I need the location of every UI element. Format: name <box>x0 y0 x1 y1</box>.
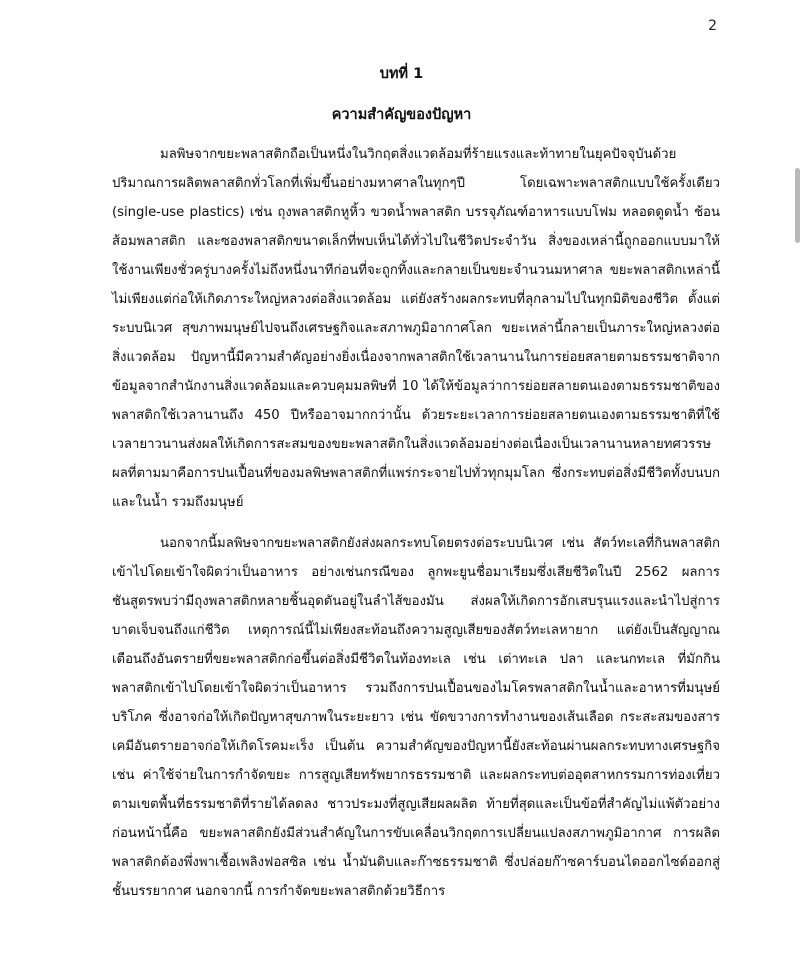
chapter-heading: บทที่ 1 <box>379 66 424 82</box>
body-paragraph-2: นอกจากนี้มลพิษจากขยะพลาสติกยังส่งผลกระทบโดยตรงต่อระบบนิเวศ เช่น สัตว์ทะเลที่กินพลาสติกเข้าไปโดยเข้าใจผิดว่าเป็นอาหาร อย่างเช่นกรณีของ ลูกพะยูนชื่อมาเรียมซึ่งเสียชีวิตในปี 2562 ผลการชันสูตรพบว่ามีถุงพลาสติกหลายชิ้นอุดตันอยู่ในลำไส้ของมัน ส่งผลให้เกิดการอักเสบรุนแรงและนำไปสู่การบาดเจ็บจนถึงแก่ชีวิต เหตุการณ์นี้ไม่เพียงสะท้อนถึงความสูญเสียของสัตว์ทะเลหายาก แต่ยังเป็นสัญญาณเตือนถึงอันตรายที่ขยะพลาสติกก่อขึ้นต่อสิ่งมีชีวิตในท้องทะเล เช่น เต่าทะเล ปลา และนกทะเล ที่มักกินพลาสติกเข้าไปโดยเข้าใจผิดว่าเป็นอาหาร รวมถึงการปนเปื้อนของไมโครพลาสติกในน้ำและอาหารที่มนุษย์บริโภค ซึ่งอาจก่อให้เกิดปัญหาสุขภาพในระยะยาว เช่น ขัดขวางการทำงานของเส้นเลือด กระสะสมของสารเคมีอันตรายอาจก่อให้เกิดโรคมะเร็ง เป็นต้น ความสำคัญของปัญหานี้ยังสะท้อนผ่านผลกระทบทางเศรษฐกิจ เช่น ค่าใช้จ่ายในการกำจัดขยะ การสูญเสียทรัพยากรธรรมชาติ และผลกระทบต่ออุตสาหกรรมการท่องเที่ยวตามเขตพื้นที่ธรรมชาติที่รายได้ลดลง ชาวประมงที่สูญเสียผลผลิต ท้ายที่สุดและเป็นข้อที่สำคัญไม่แพ้ตัวอย่างก่อนหน้านี้คือ ขยะพลาสติกยังมีส่วนสำคัญในการขับเคลื่อนวิกฤตการเปลี่ยนแปลงสภาพภูมิอากาศ การผลิตพลาสติกต้องพึ่งพาเชื้อเพลิงฟอสซิล เช่น น้ำมันดิบและก๊าซธรรมชาติ ซึ่งปล่อยก๊าซคาร์บอนไดออกไซด์ออกสู่ชั้นบรรยากาศ นอกจากนี้ การกำจัดขยะพลาสติกด้วยวิธีการ <box>112 536 720 899</box>
body-paragraph-1: มลพิษจากขยะพลาสติกถือเป็นหนึ่งในวิกฤตสิ่งแวดล้อมที่ร้ายแรงและท้าทายในยุคปัจจุบันด้วยปริมาณการผลิตพลาสติกทั่วโลกที่เพิ่มขึ้นอย่างมหาศาลในทุกๆปี โดยเฉพาะพลาสติกแบบใช้ครั้งเดียว (single-use plastics) เช่น ถุงพลาสติกหูหิ้ว ขวดน้ำพลาสติก บรรจุภัณฑ์อาหารแบบโฟม หลอดดูดน้ำ ช้อนส้อมพลาสติก และซองพลาสติกขนาดเล็กที่พบเห็นได้ทั่วไปในชีวิตประจำวัน สิ่งของเหล่านี้ถูกออกแบบมาให้ใช้งานเพียงชั่วครู่บางครั้งไม่ถึงหนึ่งนาทีก่อนที่จะถูกทิ้งและกลายเป็นขยะจำนวนมหาศาล ขยะพลาสติกเหล่านี้ไม่เพียงแต่ก่อให้เกิดภาระใหญ่หลวงต่อสิ่งแวดล้อม แต่ยังสร้างผลกระทบที่ลุกลามไปในทุกมิติของชีวิต ตั้งแต่ระบบนิเวศ สุขภาพมนุษย์ไปจนถึงเศรษฐกิจและสภาพภูมิอากาศโลก ขยะเหล่านี้กลายเป็นภาระใหญ่หลวงต่อสิ่งแวดล้อม ปัญหานี้มีความสำคัญอย่างยิ่งเนื่องจากพลาสติกใช้เวลานานในการย่อยสลายตามธรรมชาติจากข้อมูลจากสำนักงานสิ่งแวดล้อมและควบคุมมลพิษที่ 10 ได้ให้ข้อมูลว่าการย่อยสลายตนเองตามธรรมชาติของพลาสติกใช้เวลานานถึง 450 ปีหรืออาจมากกว่านั้น ด้วยระยะเวลาการย่อยสลายตนเองตามธรรมชาติที่ใช้เวลายาวนานส่งผลให้เกิดการสะสมของขยะพลาสติกในสิ่งแวดล้อมอย่างต่อเนื่องเป็นเวลานานหลายทศวรรษผลที่ตามมาคือการปนเปื้อนที่ของมลพิษพลาสติกที่แพร่กระจายไปทั่วทุกมุมโลก ซึ่งกระทบต่อสิ่งมีชีวิตทั้งบนบกและในน้ำ รวมถึงมนุษย์ <box>112 147 720 510</box>
vertical-scrollbar[interactable] <box>793 0 803 960</box>
scrollbar-thumb[interactable] <box>795 168 800 243</box>
section-title: ความสำคัญของปัญหา <box>331 107 472 123</box>
page-number: 2 <box>708 18 717 34</box>
